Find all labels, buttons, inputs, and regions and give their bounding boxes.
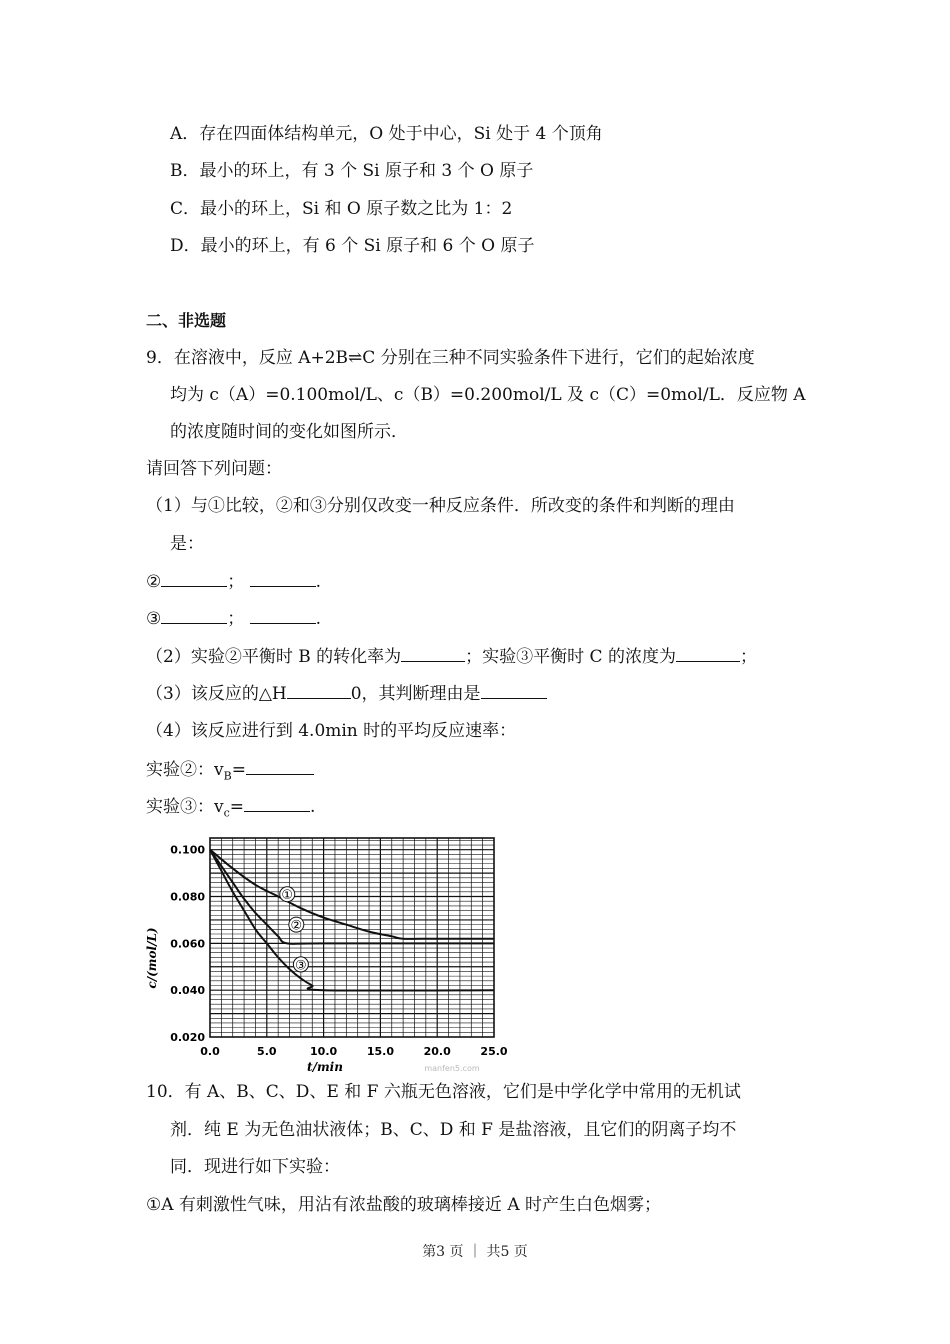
y-tick-label: 0.040 bbox=[170, 984, 205, 998]
part3-text-a: （3）该反应的△H bbox=[146, 684, 287, 704]
q9-stem-line-3: 的浓度随时间的变化如图所示． bbox=[170, 422, 408, 442]
separator: ； bbox=[227, 609, 245, 629]
concentration-time-chart bbox=[140, 828, 530, 1078]
x-tick-label: 10.0 bbox=[310, 1045, 338, 1058]
q10-stem-line-3: 同．现进行如下实验： bbox=[170, 1157, 340, 1177]
rate-subscript: B bbox=[223, 769, 232, 783]
option-d: D．最小的环上，有 6 个 Si 原子和 6 个 O 原子 bbox=[170, 236, 535, 256]
x-tick-label: 25.0 bbox=[480, 1045, 508, 1058]
option-b: B．最小的环上，有 3 个 Si 原子和 3 个 O 原子 bbox=[170, 161, 534, 181]
answer-mark: ③ bbox=[146, 609, 162, 629]
option-c: C．最小的环上，Si 和 O 原子数之比为 1：2 bbox=[170, 199, 513, 219]
answer-blank[interactable] bbox=[161, 570, 227, 587]
y-tick-label: 0.020 bbox=[170, 1031, 205, 1044]
x-tick-label: 0.0 bbox=[200, 1045, 220, 1058]
q9-part1-answer-2 bbox=[146, 570, 321, 593]
part3-text-b: 0，其判断理由是 bbox=[350, 684, 481, 704]
q9-part1-answer-3 bbox=[146, 607, 321, 630]
q9-stem-line-1: 9．在溶液中，反应 A+2B⇌C 分别在三种不同实验条件下进行，它们的起始浓度 bbox=[146, 348, 755, 368]
equals: = bbox=[229, 797, 245, 817]
rate-subscript: c bbox=[223, 806, 230, 820]
q9-part1: （1）与①比较，②和③分别仅改变一种反应条件．所改变的条件和判断的理由 bbox=[146, 496, 735, 516]
section-title: 二、非选题 bbox=[146, 311, 227, 330]
option-a: A．存在四面体结构单元，O 处于中心，Si 处于 4 个顶角 bbox=[170, 124, 603, 144]
x-tick-label: 5.0 bbox=[257, 1045, 277, 1058]
y-axis-label: c/(mol/L) bbox=[145, 927, 159, 989]
series-label-1: ① bbox=[281, 888, 294, 904]
part2-text-b: ；实验③平衡时 C 的浓度为 bbox=[465, 647, 676, 667]
answer-blank[interactable] bbox=[250, 570, 316, 587]
q9-part1-cont: 是： bbox=[170, 534, 204, 554]
y-tick-label: 0.080 bbox=[170, 890, 205, 904]
chart-grid bbox=[210, 838, 494, 1037]
q9-part3 bbox=[146, 682, 547, 705]
chart-ticks bbox=[170, 844, 508, 1058]
q9-part4: （4）该反应进行到 4.0min 时的平均反应速率： bbox=[146, 721, 517, 741]
rate-label: 实验②：v bbox=[146, 760, 224, 780]
y-tick-label: 0.060 bbox=[170, 937, 205, 951]
end-mark: . bbox=[315, 609, 322, 629]
series-label-2: ② bbox=[290, 918, 303, 934]
answer-blank[interactable] bbox=[481, 682, 547, 699]
answer-blank[interactable] bbox=[246, 758, 314, 775]
rate-label: 实验③：v bbox=[146, 797, 224, 817]
x-tick-label: 20.0 bbox=[423, 1045, 451, 1058]
page-footer: 第3 页 ｜ 共5 页 bbox=[422, 1244, 528, 1260]
answer-blank[interactable] bbox=[676, 645, 740, 662]
part2-text-a: （2）实验②平衡时 B 的转化率为 bbox=[146, 647, 402, 667]
answer-blank[interactable] bbox=[250, 607, 316, 624]
answer-blank[interactable] bbox=[401, 645, 465, 662]
answer-blank[interactable] bbox=[244, 795, 310, 812]
q10-item-1: ①A 有刺激性气味，用沾有浓盐酸的玻璃棒接近 A 时产生白色烟雾； bbox=[146, 1195, 662, 1215]
answer-blank[interactable] bbox=[287, 682, 351, 699]
plot-frame bbox=[210, 838, 494, 1037]
series-label-3: ③ bbox=[295, 958, 307, 974]
part2-text-c: ； bbox=[739, 647, 757, 667]
answer-mark: ② bbox=[146, 572, 162, 592]
watermark: manfen5.com bbox=[424, 1064, 480, 1073]
equals: = bbox=[231, 760, 246, 780]
x-axis-label: t/min bbox=[307, 1060, 343, 1074]
q9-ask: 请回答下列问题： bbox=[146, 459, 282, 479]
separator: ； bbox=[227, 572, 245, 592]
q10-stem-line-2: 剂．纯 E 为无色油状液体；B、C、D 和 F 是盐溶液，且它们的阴离子均不 bbox=[170, 1120, 737, 1140]
q9-exp3-rate bbox=[146, 795, 315, 824]
q9-stem-line-2: 均为 c（A）=0.100mol/L、c（B）=0.200mol/L 及 c（C）=0mol/L．反应物 A bbox=[170, 385, 806, 405]
x-tick-label: 15.0 bbox=[366, 1045, 394, 1058]
q9-exp2-rate bbox=[146, 758, 314, 787]
end-mark: . bbox=[310, 797, 316, 817]
answer-blank[interactable] bbox=[161, 607, 227, 624]
y-tick-label: 0.100 bbox=[170, 843, 205, 857]
q10-stem-line-1: 10．有 A、B、C、D、E 和 F 六瓶无色溶液，它们是中学化学中常用的无机试 bbox=[146, 1082, 741, 1102]
q9-part2 bbox=[146, 645, 757, 668]
end-mark: . bbox=[315, 572, 322, 592]
